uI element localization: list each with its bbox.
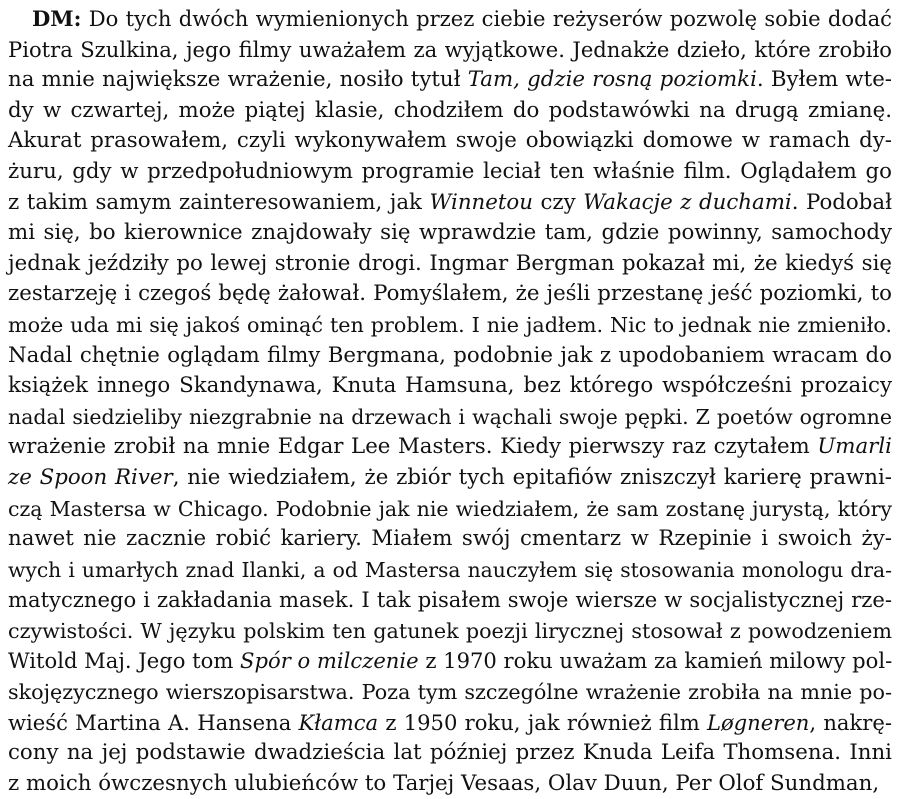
text-run: mi się, bo kierownice znajdowały się wprawdzie tam, gdzie powinny, samochody	[8, 220, 892, 246]
text-line	[8, 769, 892, 799]
text-line	[8, 555, 892, 586]
text-line	[8, 738, 892, 769]
text-run: Piotra Szulkina, jego filmy uważałem za wyjątkowe. Jednakże dzieło, które zrobiło	[8, 36, 892, 62]
text-run: wrażenie zrobił na mnie Edgar Lee Masters. Kiedy pierwszy raz czytałem	[8, 434, 818, 460]
italic-title: Umarli	[817, 434, 892, 460]
text-line	[8, 677, 892, 708]
text-run: wych i umarłych znad Ilanki, a od Mastersa nauczyłem się stosowania monologu dra-	[8, 557, 892, 582]
text-run: z 1970 roku uważam za kamień milowy pol-	[418, 648, 893, 674]
text-run: żuru, gdy w przedpołudniowym programie leciał ten właśnie film. Oglądałem go	[8, 158, 892, 184]
text-run: nawet nie zacznie robić kariery. Miałem swój cmentarz w Rzepinie i swoich ży-	[8, 526, 892, 552]
text-line	[8, 402, 892, 433]
italic-title: Wakacje z duchami	[583, 189, 792, 215]
text-run: skojęzycznego wierszopisarstwa. Poza tym szczególne wrażenie zrobiła na mnie po-	[8, 680, 892, 705]
text-run: czywistości. W języku polskim ten gatunek poezji lirycznej stosował z powodzeniem	[8, 618, 892, 643]
text-run: Do tych dwóch wymienionych przez ciebie reżyserów pozwolę sobie dodać	[81, 6, 892, 31]
italic-title: Winnetou	[429, 189, 533, 215]
text-line	[8, 524, 892, 555]
text-run: , nakrę-	[809, 709, 892, 735]
text-run: jednak jeździły po lewej stronie drogi. Ingmar Bergman pokazał mi, że kiedyś się	[8, 250, 892, 276]
text-line	[8, 310, 892, 341]
text-line	[8, 188, 892, 219]
text-run: czy	[532, 189, 584, 215]
text-run: . Byłem wte-	[756, 67, 892, 93]
italic-title: Løgneren	[706, 709, 810, 735]
interview-paragraph	[8, 4, 892, 799]
text-run: dy w czwartej, może piątej klasie, chodziłem do podstawówki na drugą zmianę.	[8, 97, 892, 123]
italic-title: Spór o milczenie	[240, 648, 419, 674]
text-line	[8, 218, 892, 249]
text-line	[8, 616, 892, 647]
text-run: wieść Martina A. Hansena	[8, 709, 299, 735]
text-run: na mnie największe wrażenie, nosiło tytuł	[8, 67, 468, 93]
text-run: . Podobał	[791, 189, 892, 215]
text-line	[8, 126, 892, 157]
text-line	[8, 371, 892, 402]
italic-title: ze Spoon River	[8, 464, 173, 490]
text-line	[8, 96, 892, 127]
text-line	[8, 157, 892, 188]
text-line	[8, 585, 892, 616]
text-run: zestarzeję i czegoś będę żałował. Pomyślałem, że jeśli przestanę jeść poziomki, to	[8, 281, 892, 307]
text-run: Akurat prasowałem, czyli wykonywałem swoje obowiązki domowe w ramach dy-	[8, 128, 892, 154]
text-line	[8, 65, 892, 96]
italic-title: Kłamca	[298, 709, 379, 735]
italic-title: Tam, gdzie rosną poziomki	[467, 67, 757, 93]
text-run: nadal siedzieliby niezgrabnie na drzewach i wąchali swoje pępki. Z poetów ogromne	[8, 404, 892, 429]
text-run: Nadal chętnie oglądam filmy Bergmana, podobnie jak z upodobaniem wracam do	[8, 342, 892, 368]
text-line	[8, 463, 892, 494]
text-run: z moich ówczesnych ulubieńców to Tarjej Vesaas, Olav Duun, Per Olof Sundman,	[8, 770, 880, 796]
text-run: czą Mastersa w Chicago. Podobnie jak nie wiedziałem, że sam zostanę jurystą, który	[8, 496, 892, 521]
text-line	[8, 341, 892, 372]
text-run: , nie wiedziałem, że zbiór tych epitafiów zniszczył karierę prawni-	[172, 464, 893, 490]
text-line	[8, 35, 892, 66]
text-run: Witold Maj. Jego tom	[8, 648, 241, 674]
text-run: z 1950 roku, jak również film	[378, 709, 707, 735]
text-line	[8, 279, 892, 310]
text-line	[8, 708, 892, 739]
text-run: książek innego Skandynawa, Knuta Hamsuna, bez którego współcześni prozaicy	[8, 373, 892, 399]
text-run: z takim samym zainteresowaniem, jak	[8, 189, 430, 215]
text-run: matycznego i zakładania masek. I tak pisałem swoje wiersze w socjalistycznej rze-	[8, 587, 892, 613]
text-run: cony na jej podstawie dwadzieścia lat później przez Knuda Leifa Thomsena. Inni	[8, 740, 892, 766]
text-run: może uda mi się jakoś ominąć ten problem. I nie jadłem. Nic to jednak nie zmieniło.	[8, 312, 892, 337]
text-line	[8, 646, 892, 677]
text-line	[8, 249, 892, 280]
speaker-label: DM:	[32, 6, 82, 31]
text-line	[8, 432, 892, 463]
text-line	[8, 4, 892, 35]
text-line	[8, 494, 892, 525]
